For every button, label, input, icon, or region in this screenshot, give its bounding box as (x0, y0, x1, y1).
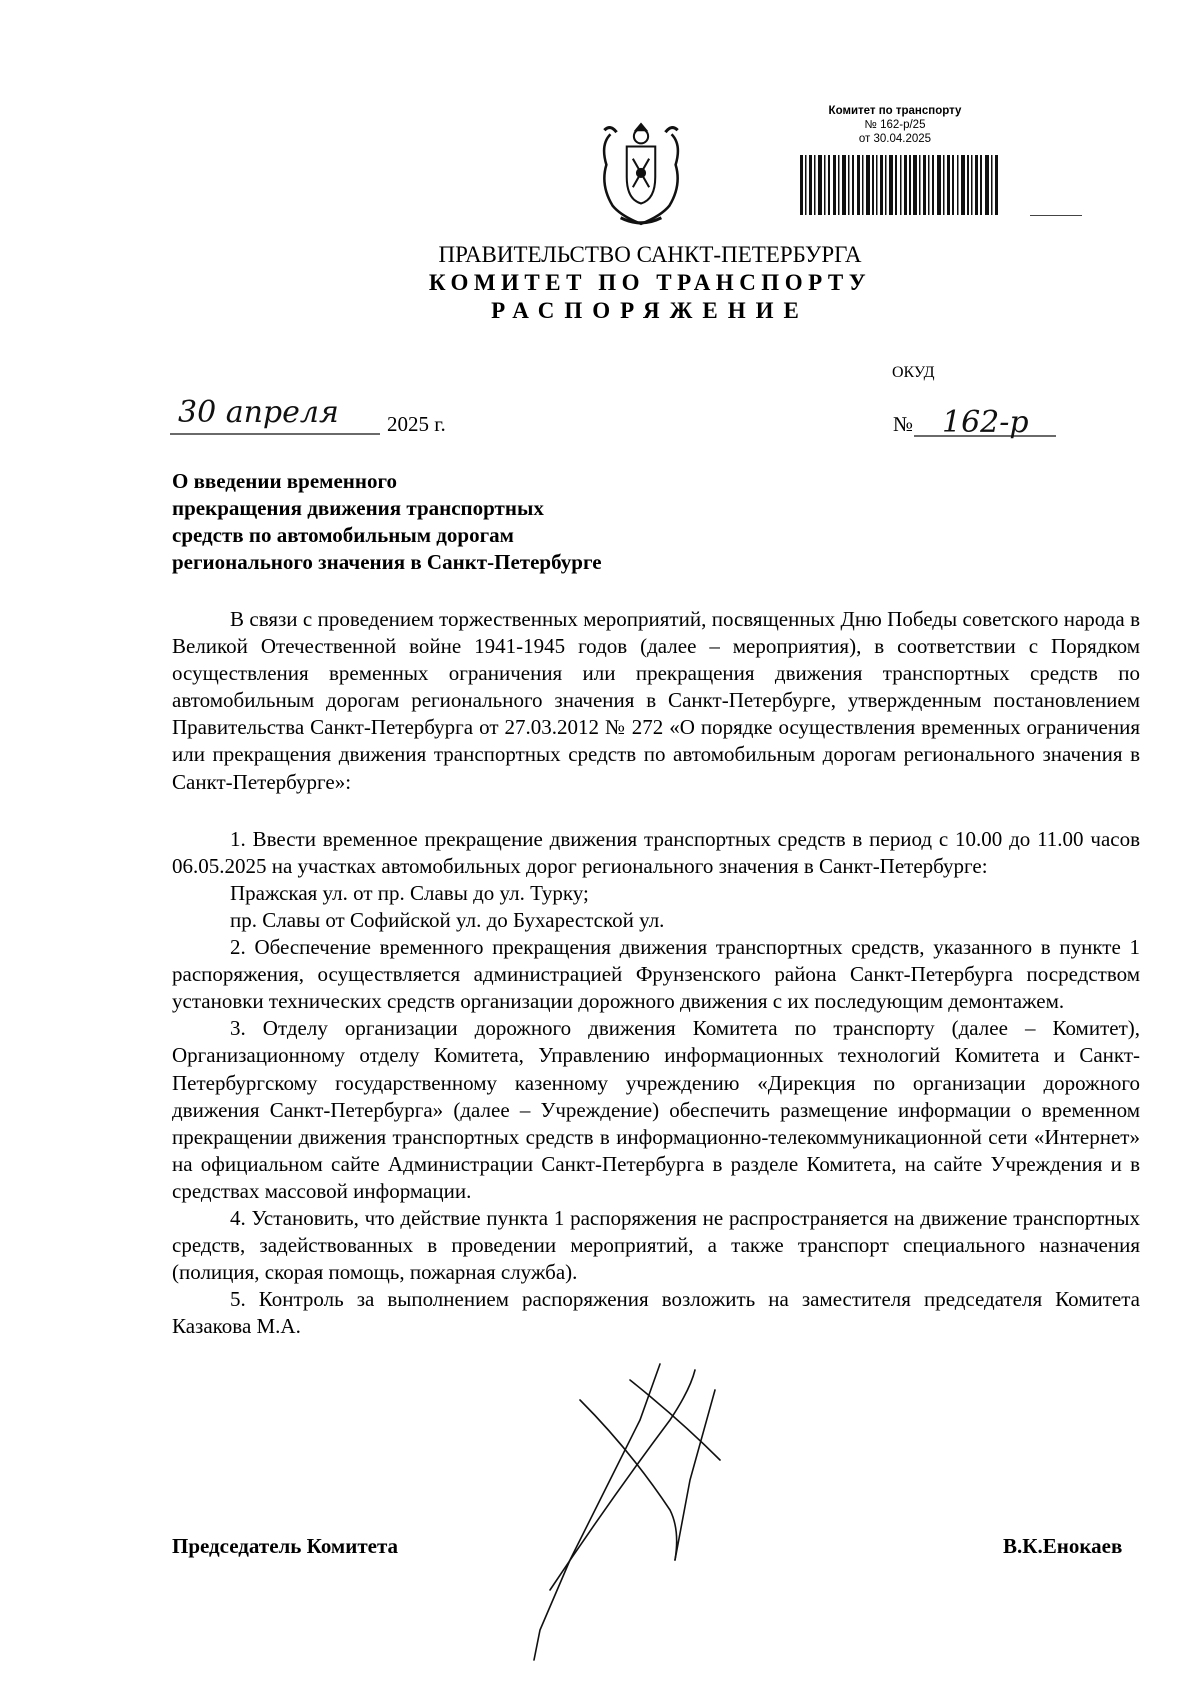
barcode (800, 155, 1005, 215)
item-2-paragraph: 2. Обеспечение временного прекращения движения транспортных средств, указанного в пункте 1 распоряжения, осуществляется администрацией Фрунзенского района Санкт-Петербурга посредством установки технических средств организации дорожного движения с их последующим демонтажем. (172, 935, 1140, 1014)
handwritten-date (170, 392, 380, 442)
stamp-underline (1030, 215, 1082, 216)
paragraph-spacer (172, 796, 1140, 826)
government-title: ПРАВИТЕЛЬСТВО САНКТ-ПЕТЕРБУРГА (438, 242, 862, 267)
number-label: № (893, 412, 914, 436)
item-5-paragraph: 5. Контроль за выполнением распоряжения возложить на заместителя председателя Комитета Казакова М.А. (172, 1287, 1140, 1339)
document-body (172, 606, 1140, 1340)
subject-line: регионального значения в Санкт-Петербурге (172, 550, 602, 574)
subject-line: О введении временного (172, 469, 397, 493)
preamble-paragraph: В связи с проведением торжественных мероприятий, посвященных Дню Победы советского народа в Великой Отечественной войне 1941-1945 годов (далее – мероприятия), в соответствии с Порядком осуществления временных ограничения или прекращения движения транспортных средств по автомобильным дорогам регионального значения в Санкт-Петербурге, утвержденным постановлением Правительства Санкт-Петербурга от 27.03.2012 № 272 «О порядке осуществления временных ограничения или прекращения движения транспортных средств по автомобильным дорогам регионального значения в Санкт-Петербурге»: (172, 607, 1140, 794)
svg-text:30 апреля: 30 апреля (178, 395, 339, 430)
stamp-date: от 30.04.2025 (858, 133, 932, 145)
coat-of-arms-emblem (590, 120, 692, 232)
signatory-name: В.К.Енокаев (1003, 1534, 1123, 1558)
date-year: 2025 г. (387, 412, 446, 436)
stamp-committee: Комитет по транспорту (828, 105, 962, 117)
signatory-position: Председатель Комитета (172, 1534, 399, 1558)
document-type: РАСПОРЯЖЕНИЕ (491, 298, 809, 323)
stamp-number: № 162-р/25 (864, 119, 926, 131)
handwritten-number (910, 398, 1060, 460)
item-4-paragraph: 4. Установить, что действие пункта 1 распоряжения не распространяется на движение транспортных средств, задействованных в проведении мероприятий, а также транспорт специального назначения (полиция, скорая помощь, пожарная служба). (172, 1205, 1140, 1285)
item-1-paragraph: 1. Ввести временное прекращение движения транспортных средств в период с 10.00 до 11.00 часов 06.05.2025 на участках автомобильных дорог регионального значения в Санкт-Петербурге: (172, 826, 1140, 878)
document-subject (172, 468, 602, 576)
svg-text:162-р: 162-р (942, 405, 1029, 440)
registration-stamp (800, 104, 990, 146)
road-segment-2: пр. Славы от Софийской ул. до Бухарестской ул. (230, 907, 665, 932)
subject-line: прекращения движения транспортных (172, 496, 544, 520)
subject-line: средств по автомобильным дорогам (172, 523, 514, 547)
item-3-paragraph: 3. Отделу организации дорожного движения Комитета по транспорту (далее – Комитет), Организационному отделу Комитета, Управлению информационных технологий Комитета и Санкт-Петербургскому государственному казенному учреждению «Дирекция по организации дорожного движения Санкт-Петербурга» (далее – Учреждение) обеспечить размещение информации о временном прекращении движения транспортных средств в информационно-телекоммуникационной сети «Интернет» на официальном сайте Администрации Санкт-Петербурга в разделе Комитета, на сайте Учреждения и в средствах массовой информации. (172, 1016, 1140, 1203)
okud-label: ОКУД (892, 364, 935, 381)
handwritten-signature (520, 1360, 800, 1670)
committee-title: КОМИТЕТ ПО ТРАНСПОРТУ (428, 270, 872, 295)
road-segment-1: Пражская ул. от пр. Славы до ул. Турку; (230, 880, 589, 905)
